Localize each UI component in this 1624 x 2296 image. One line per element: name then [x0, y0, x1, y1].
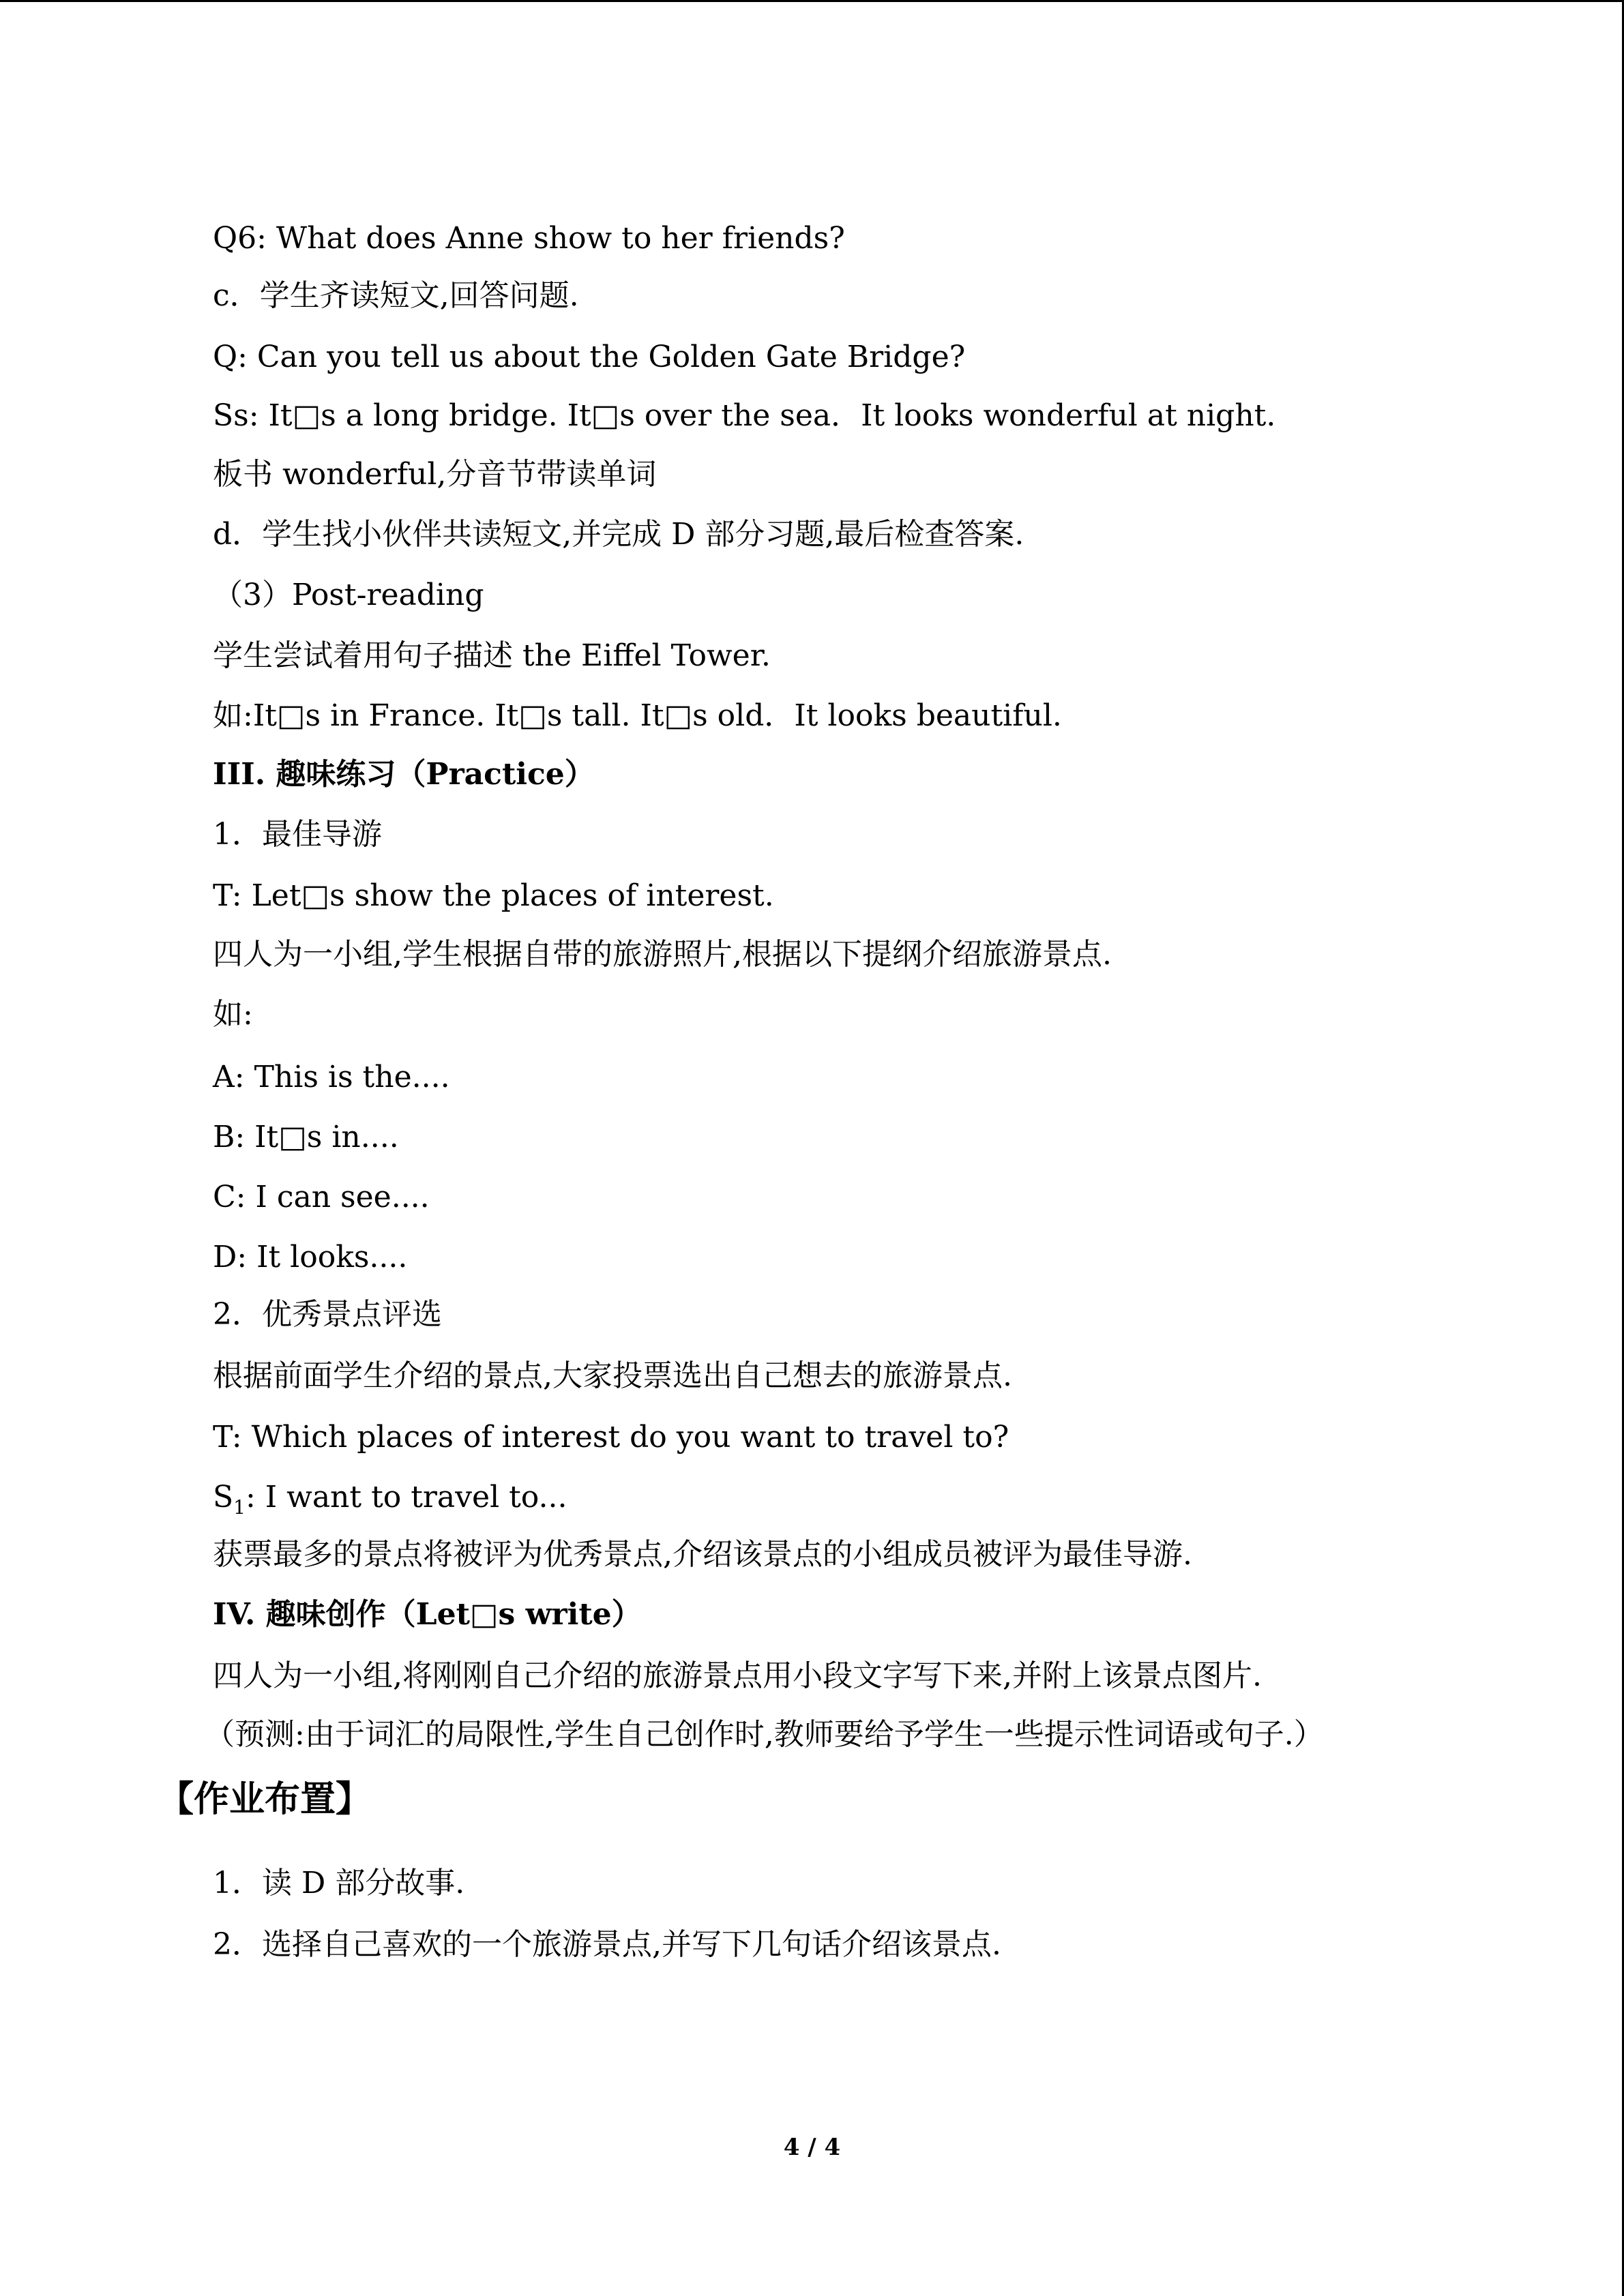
section-iv-heading: IV. 趣味创作（Let□s write） [213, 1597, 642, 1632]
example-label: 如: [213, 997, 253, 1032]
student-text: : I want to travel to... [245, 1480, 567, 1515]
step-c: c．学生齐读短文,回答问题. [213, 278, 579, 313]
page-number: 4 / 4 [783, 2134, 841, 2161]
outline-a: A: This is the.... [213, 1060, 450, 1094]
outline-b: B: It□s in.... [213, 1120, 399, 1154]
teacher-line-1: T: Let□s show the places of interest. [213, 878, 774, 913]
question-q6: Q6: What does Anne show to her friends? [213, 221, 845, 256]
question-golden-gate: Q: Can you tell us about the Golden Gate Bridge? [213, 340, 966, 374]
activity-2-title: 2．优秀景点评选 [213, 1297, 442, 1332]
section-iii-heading: III. 趣味练习（Practice） [213, 757, 595, 792]
prediction-note: （预测:由于词汇的局限性,学生自己创作时,教师要给予学生一些提示性词语或句子.） [205, 1717, 1324, 1752]
homework-heading: 【作业布置】 [158, 1779, 372, 1820]
activity-1-title: 1．最佳导游 [213, 817, 382, 852]
step-d: d．学生找小伙伴共读短文,并完成 D 部分习题,最后检查答案. [213, 517, 1024, 552]
board-note: 板书 wonderful,分音节带读单词 [213, 457, 657, 492]
vote-task: 根据前面学生介绍的景点,大家投票选出自己想去的旅游景点. [213, 1358, 1012, 1393]
post-reading-example: 如:It□s in France. It□s tall. It□s old．It looks beautiful. [213, 698, 1062, 733]
teacher-line-2: T: Which places of interest do you want to travel to? [213, 1420, 1009, 1455]
group-task: 四人为一小组,学生根据自带的旅游照片,根据以下提纲介绍旅游景点. [213, 937, 1112, 972]
student-prefix: S [213, 1480, 234, 1515]
post-reading-task: 学生尝试着用句子描述 the Eiffel Tower. [213, 638, 771, 673]
writing-task: 四人为一小组,将刚刚自己介绍的旅游景点用小段文字写下来,并附上该景点图片. [213, 1658, 1262, 1693]
post-reading-title: （3）Post-reading [213, 578, 484, 612]
best-guide-note: 获票最多的景点将被评为优秀景点,介绍该景点的小组成员被评为最佳导游. [213, 1537, 1192, 1572]
outline-d: D: It looks.... [213, 1240, 408, 1274]
student-line [213, 1477, 567, 1518]
homework-item-1: 1．读 D 部分故事. [213, 1866, 465, 1900]
student-subscript: 1 [233, 1495, 246, 1519]
outline-c: C: I can see.... [213, 1180, 430, 1214]
students-answer: Ss: It□s a long bridge. It□s over the sea．It looks wonderful at night. [213, 398, 1276, 433]
homework-item-2: 2．选择自己喜欢的一个旅游景点,并写下几句话介绍该景点. [213, 1927, 1001, 1962]
